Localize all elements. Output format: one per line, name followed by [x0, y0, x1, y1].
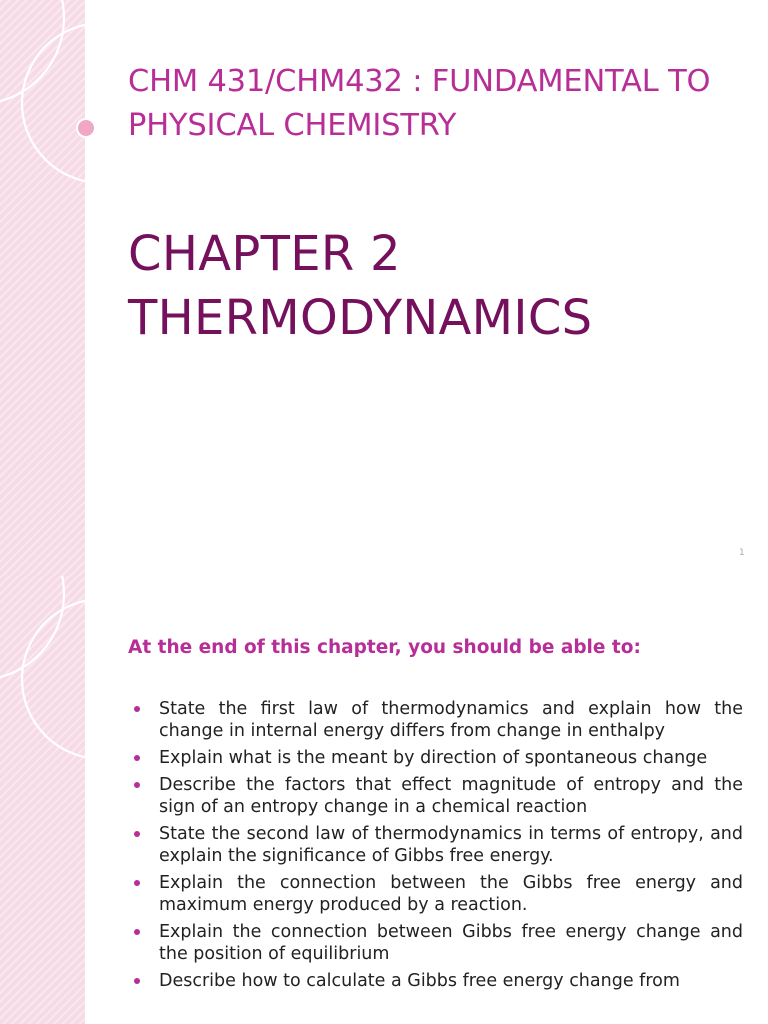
bullet-icon	[134, 978, 140, 984]
bullet-icon	[134, 929, 140, 935]
objective-text: State the second law of thermodynamics in terms of entropy, and explain the significance of Gibbs free energy.	[159, 824, 743, 866]
bullet-icon	[134, 880, 140, 886]
objective-text: Explain the connection between the Gibbs free energy and maximum energy produced by a reaction.	[159, 873, 743, 915]
list-item	[130, 823, 743, 867]
objectives-slide	[0, 576, 768, 1024]
bullet-icon	[134, 782, 140, 788]
objective-text: State the first law of thermodynamics and explain how the change in internal energy differs from change in enthalpy	[159, 699, 743, 741]
page-number: 1	[739, 548, 745, 558]
list-item	[130, 872, 743, 916]
list-item	[130, 774, 743, 818]
objective-text: Describe the factors that effect magnitude of entropy and the sign of an entropy change in a chemical reaction	[159, 775, 743, 817]
bullet-icon	[134, 706, 140, 712]
list-item	[130, 921, 743, 965]
objective-text: Explain what is the meant by direction of spontaneous change	[159, 748, 708, 768]
objectives-list	[130, 698, 743, 997]
bullet-icon	[134, 831, 140, 837]
objective-text: Describe how to calculate a Gibbs free energy change from	[159, 971, 680, 991]
objectives-heading: At the end of this chapter, you should be able to:	[128, 637, 641, 658]
list-item	[130, 747, 743, 769]
course-title: CHM 431/CHM432 : FUNDAMENTAL TO PHYSICAL CHEMISTRY	[128, 64, 711, 143]
bullet-icon	[134, 755, 140, 761]
objective-text: Explain the connection between Gibbs free energy change and the position of equilibrium	[159, 922, 743, 964]
list-item	[130, 698, 743, 742]
list-item	[130, 970, 743, 992]
chapter-title: CHAPTER 2 THERMODYNAMICS	[128, 226, 593, 346]
